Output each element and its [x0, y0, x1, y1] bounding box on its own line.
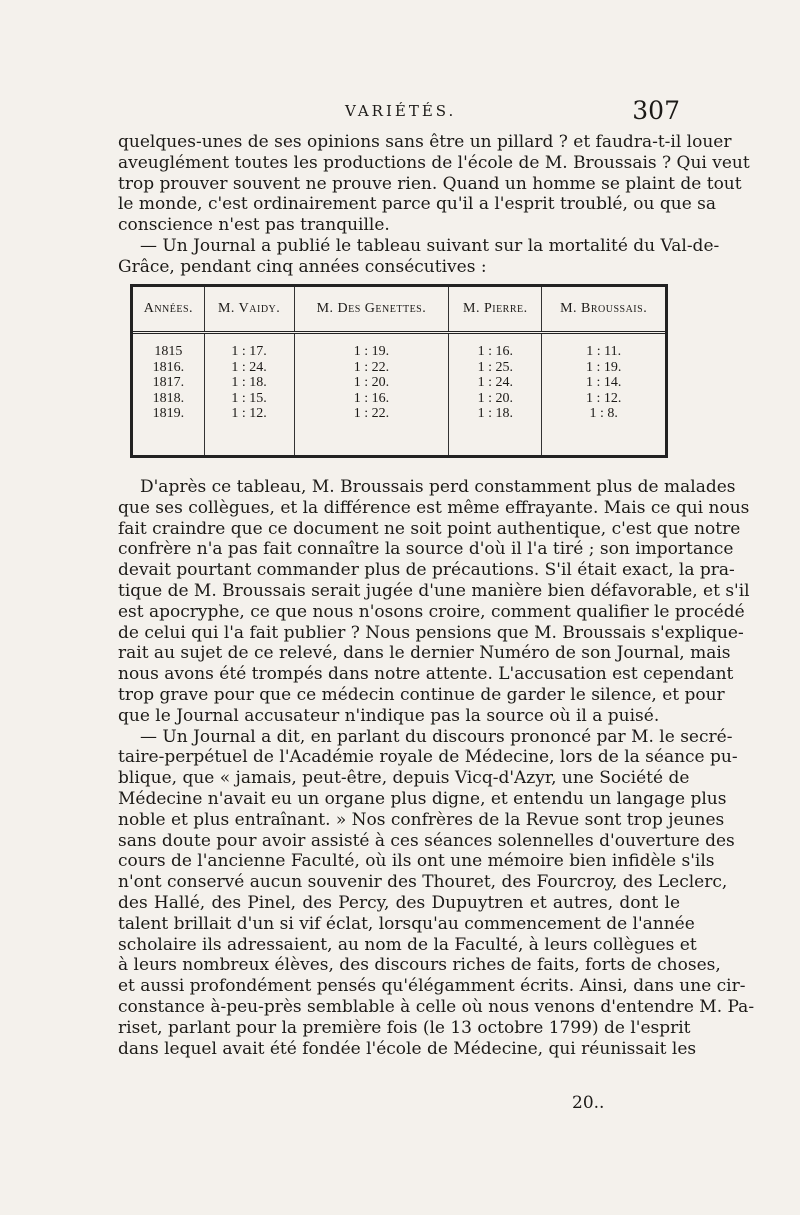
text-line: le monde, c'est ordinairement parce qu'il a l'esprit troublé, ou que sa [118, 194, 717, 215]
column-header-annees: Années. [133, 287, 204, 333]
table-cell: 1 : 15. [231, 390, 267, 406]
text-line: riset, parlant pour la première fois (le 13 octobre 1799) de l'esprit [118, 1017, 691, 1038]
text-line: aveuglément toutes les productions de l'école de M. Broussais ? Qui veut [118, 152, 750, 173]
text-line: D'après ce tableau, M. Broussais perd constamment plus de malades [140, 477, 736, 497]
text-line: — Un Journal a publié le tableau suivant sur la mortalité du Val-de- [140, 235, 720, 256]
text-line: des Hallé, des Pinel, des Percy, des Dupuytren et autres, dont le [118, 892, 680, 913]
table-cell: 1 : 16. [353, 390, 390, 406]
table-cell: 1816. [152, 359, 185, 375]
broussais-column [542, 333, 665, 456]
text-line: blique, que « jamais, peut-être, depuis Vicq-d'Azyr, une Société de [118, 768, 690, 789]
text-line: Médecine n'avait eu un organe plus digne, et entendu un langage plus [118, 788, 727, 809]
table-cell: 1818. [152, 390, 185, 406]
running-head [130, 96, 680, 130]
table-body-row [133, 333, 665, 456]
table-cell: 1 : 24. [231, 359, 267, 375]
text-line: tique de M. Broussais serait jugée d'une manière bien défavorable, et s'il [118, 580, 750, 601]
table-cell: 1817. [152, 375, 185, 390]
des-genettes-column [294, 333, 449, 456]
pierre-column [449, 333, 542, 456]
table-cell: 1 : 22. [353, 359, 390, 375]
table-cell: 1 : 24. [477, 375, 513, 390]
text-line: cours de l'ancienne Faculté, où ils ont une mémoire bien infidèle s'ils [118, 851, 715, 872]
table-cell: 1 : 14. [585, 375, 622, 390]
text-line: quelques-unes de ses opinions sans être un pillard ? et faudra-t-il louer [118, 132, 732, 152]
table-cell: 1 : 22. [353, 406, 390, 421]
text-line: noble et plus entraînant. » Nos confrères de la Revue sont trop jeunes [118, 809, 725, 830]
table-cell: 1 : 19. [585, 359, 622, 375]
text-line: trop prouver souvent ne prouve rien. Quand un homme se plaint de tout [118, 173, 742, 194]
text-line: sans doute pour avoir assisté à ces séances solennelles d'ouverture des [118, 830, 735, 851]
text-line: conscience n'est pas tranquille. [118, 215, 390, 236]
column-header-broussais: M. Broussais. [542, 287, 665, 333]
page-number: 307 [632, 96, 680, 125]
text-line: scholaire ils adressaient, au nom de la Faculté, à leurs collègues et [118, 934, 697, 955]
text-line: que le Journal accusateur n'indique pas la source où il a puisé. [118, 705, 660, 726]
table-cell: 1 : 19. [353, 344, 390, 359]
body-paragraphs [118, 477, 755, 1059]
intro-paragraph [118, 132, 750, 278]
text-line: est apocryphe, ce que nous n'osons croire, comment qualifier le procédé [118, 601, 745, 622]
table-header-row [133, 287, 665, 333]
column-header-pierre: M. Pierre. [449, 287, 542, 333]
text-line: fait craindre que ce document ne soit point authentique, c'est que notre [118, 518, 741, 539]
column-header-vaidy: M. Vaidy. [204, 287, 294, 333]
text-line: à leurs nombreux élèves, des discours riches de faits, forts de choses, [118, 955, 721, 976]
text-line: Grâce, pendant cinq années consécutives : [118, 256, 487, 277]
text-line: constance à-peu-près semblable à celle où nous venons d'entendre M. Pa- [118, 996, 755, 1017]
text-line: dans lequel avait été fondée l'école de Médecine, qui réunissait les [118, 1038, 697, 1059]
signature-mark: 20.. [572, 1093, 605, 1113]
column-header-des-genettes: M. Des Genettes. [294, 287, 449, 333]
text-line: de celui qui l'a fait publier ? Nous pensions que M. Broussais s'explique- [118, 622, 744, 643]
text-line: nous avons été trompés dans notre attente. L'accusation est cependant [118, 664, 734, 685]
text-line: taire-perpétuel de l'Académie royale de Médecine, lors de la séance pu- [118, 747, 738, 768]
text-line: et aussi profondément pensés qu'élégamment écrits. Ainsi, dans une cir- [118, 976, 746, 997]
text-line: talent brillait d'un si vif éclat, lorsqu'au commencement de l'année [118, 913, 695, 934]
text-line: que ses collègues, et la différence est même effrayante. Mais ce qui nous [118, 497, 750, 518]
running-title: VARIÉTÉS. [345, 102, 457, 120]
table-cell: 1 : 20. [477, 390, 513, 406]
table-cell: 1 : 20. [353, 375, 390, 390]
table-cell: 1 : 17. [231, 344, 267, 359]
table-cell: 1 : 25. [477, 359, 513, 375]
text-line: trop grave pour que ce médecin continue de garder le silence, et pour [118, 684, 725, 705]
table-cell: 1 : 16. [477, 344, 513, 359]
table-cell: 1 : 12. [585, 390, 622, 406]
table-cell: 1 : 18. [477, 406, 513, 421]
table-cell: 1 : 11. [586, 344, 622, 359]
table-cell: 1 : 8. [589, 406, 618, 421]
mortality-table [130, 284, 668, 458]
text-line: — Un Journal a dit, en parlant du discours prononcé par M. le secré- [140, 726, 733, 747]
years-column [133, 333, 204, 456]
text-line: n'ont conservé aucun souvenir des Thouret, des Fourcroy, des Leclerc, [118, 872, 728, 893]
table-cell: 1819. [152, 406, 185, 421]
vaidy-column [204, 333, 294, 456]
text-line: confrère n'a pas fait connaître la source d'où il l'a tiré ; son importance [118, 539, 734, 560]
table-cell: 1815 [154, 344, 183, 359]
table-cell: 1 : 12. [231, 406, 267, 421]
table-cell: 1 : 18. [231, 375, 267, 390]
text-line: devait pourtant commander plus de précautions. S'il était exact, la pra- [118, 560, 735, 581]
text-line: rait au sujet de ce relevé, dans le dernier Numéro de son Journal, mais [118, 643, 731, 664]
